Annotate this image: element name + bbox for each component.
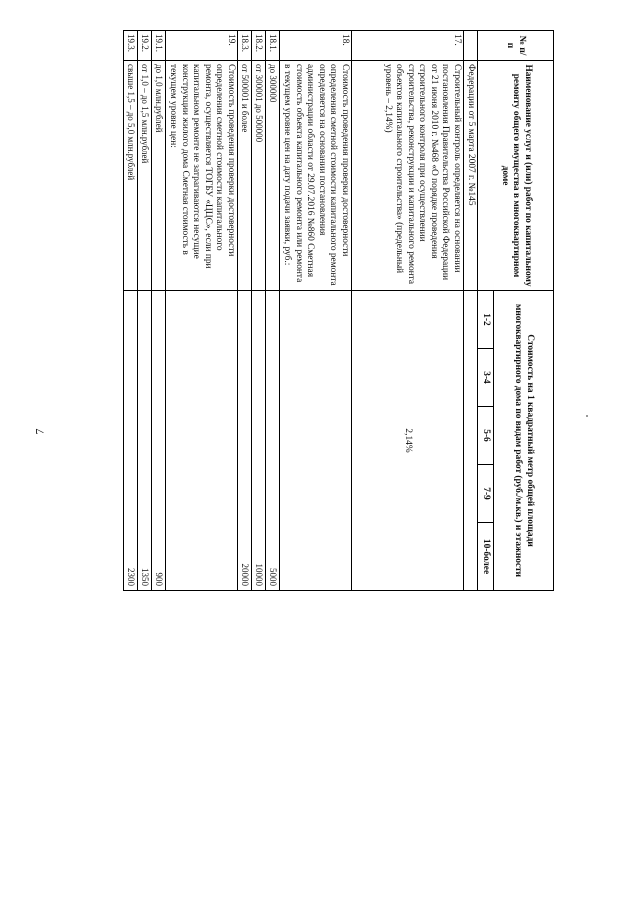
cost-table: [123, 30, 554, 591]
row-text: Стоимость проведения проверки достоверности определения сметной стоимости капитального ремонта, осуществляется ТОГБУ «ЦЦС», если при капитальном ремонте не затрагиваются несущие конструкции жилого дома Сметная стоимость в текущем уровне цен:: [166, 61, 238, 291]
row-number: 17.: [351, 31, 463, 61]
header-cost: Стоимость на 1 квадратный метр общей площади многоквартирного дома по видам работ (руб./м.кв.) и этажности: [494, 291, 554, 591]
row-value: [166, 291, 238, 591]
scan-speck: [586, 415, 588, 417]
row-text: до 1,0 млн.рублей: [152, 61, 166, 291]
row-number: 19.2.: [138, 31, 152, 61]
row-value: 2,14%: [351, 291, 463, 591]
row-text: Стоимость проведения проверки достоверности определения сметной стоимости капитального ремонта определяется на основании постановления администрации области от 29.07.2016 №860 Сметная стоимость объекта капитального ремонта или ремонта в текущем уровне цен на дату подачи заявки, руб.:: [279, 61, 351, 291]
table-row: [237, 31, 251, 591]
row-number: 19.3.: [124, 31, 138, 61]
row-text: до 300000: [265, 61, 279, 291]
table-row: [124, 31, 138, 591]
table-row: [463, 31, 477, 591]
row-number: 19.1.: [152, 31, 166, 61]
table-row: [265, 31, 279, 591]
header-row: [494, 31, 554, 591]
row-number: 18.: [279, 31, 351, 61]
row-value: 20000: [237, 291, 251, 591]
row-value: [463, 291, 477, 591]
row-value: 2300: [124, 291, 138, 591]
cost-table-sheet: [100, 30, 554, 590]
page-number: 7: [32, 428, 47, 435]
row-text: свыше 1,5 – до 5,0 млн.рублей: [124, 61, 138, 291]
row-number: 19.: [166, 31, 238, 61]
table-row: [279, 31, 351, 591]
header-name: Наименование услуг и (или) работ по капитальному ремонту общего имущества в многоквартирном доме: [478, 61, 554, 291]
table-row: [166, 31, 238, 591]
header-floor-5: 10-более: [478, 523, 494, 591]
row-text: от 300001 до 500000: [251, 61, 265, 291]
row-value: 1350: [138, 291, 152, 591]
table-row: [251, 31, 265, 591]
row-text: от 500001 и более: [237, 61, 251, 291]
header-floor-3: 5-6: [478, 407, 494, 465]
row-value: 900: [152, 291, 166, 591]
row-value: [279, 291, 351, 591]
table-row: [138, 31, 152, 591]
header-no: № п/п: [478, 31, 554, 61]
header-floor-2: 3-4: [478, 349, 494, 407]
header-floor-1: 1-2: [478, 291, 494, 349]
row-text: от 1,0 – до 1,5 млн.рублей: [138, 61, 152, 291]
row-number: 18.1.: [265, 31, 279, 61]
table-row: [351, 31, 463, 591]
table-row: [152, 31, 166, 591]
row-text: Строительный контроль определяется на основании постановления Правительства Российской Федерации от 21 июня 2010 г. №468 «О порядке проведения строительного контроля при осуществлении строительства, реконструкции и капитального ремонта объектов капитального строительства» (предельный уровень – 2,14%): [351, 61, 463, 291]
row-text: Федерации от 5 марта 2007 г. №145: [463, 61, 477, 291]
row-number: 18.2.: [251, 31, 265, 61]
row-value: 5000: [265, 291, 279, 591]
row-number: [463, 31, 477, 61]
row-number: 18.3.: [237, 31, 251, 61]
header-floor-4: 7-9: [478, 465, 494, 523]
row-value: 10000: [251, 291, 265, 591]
